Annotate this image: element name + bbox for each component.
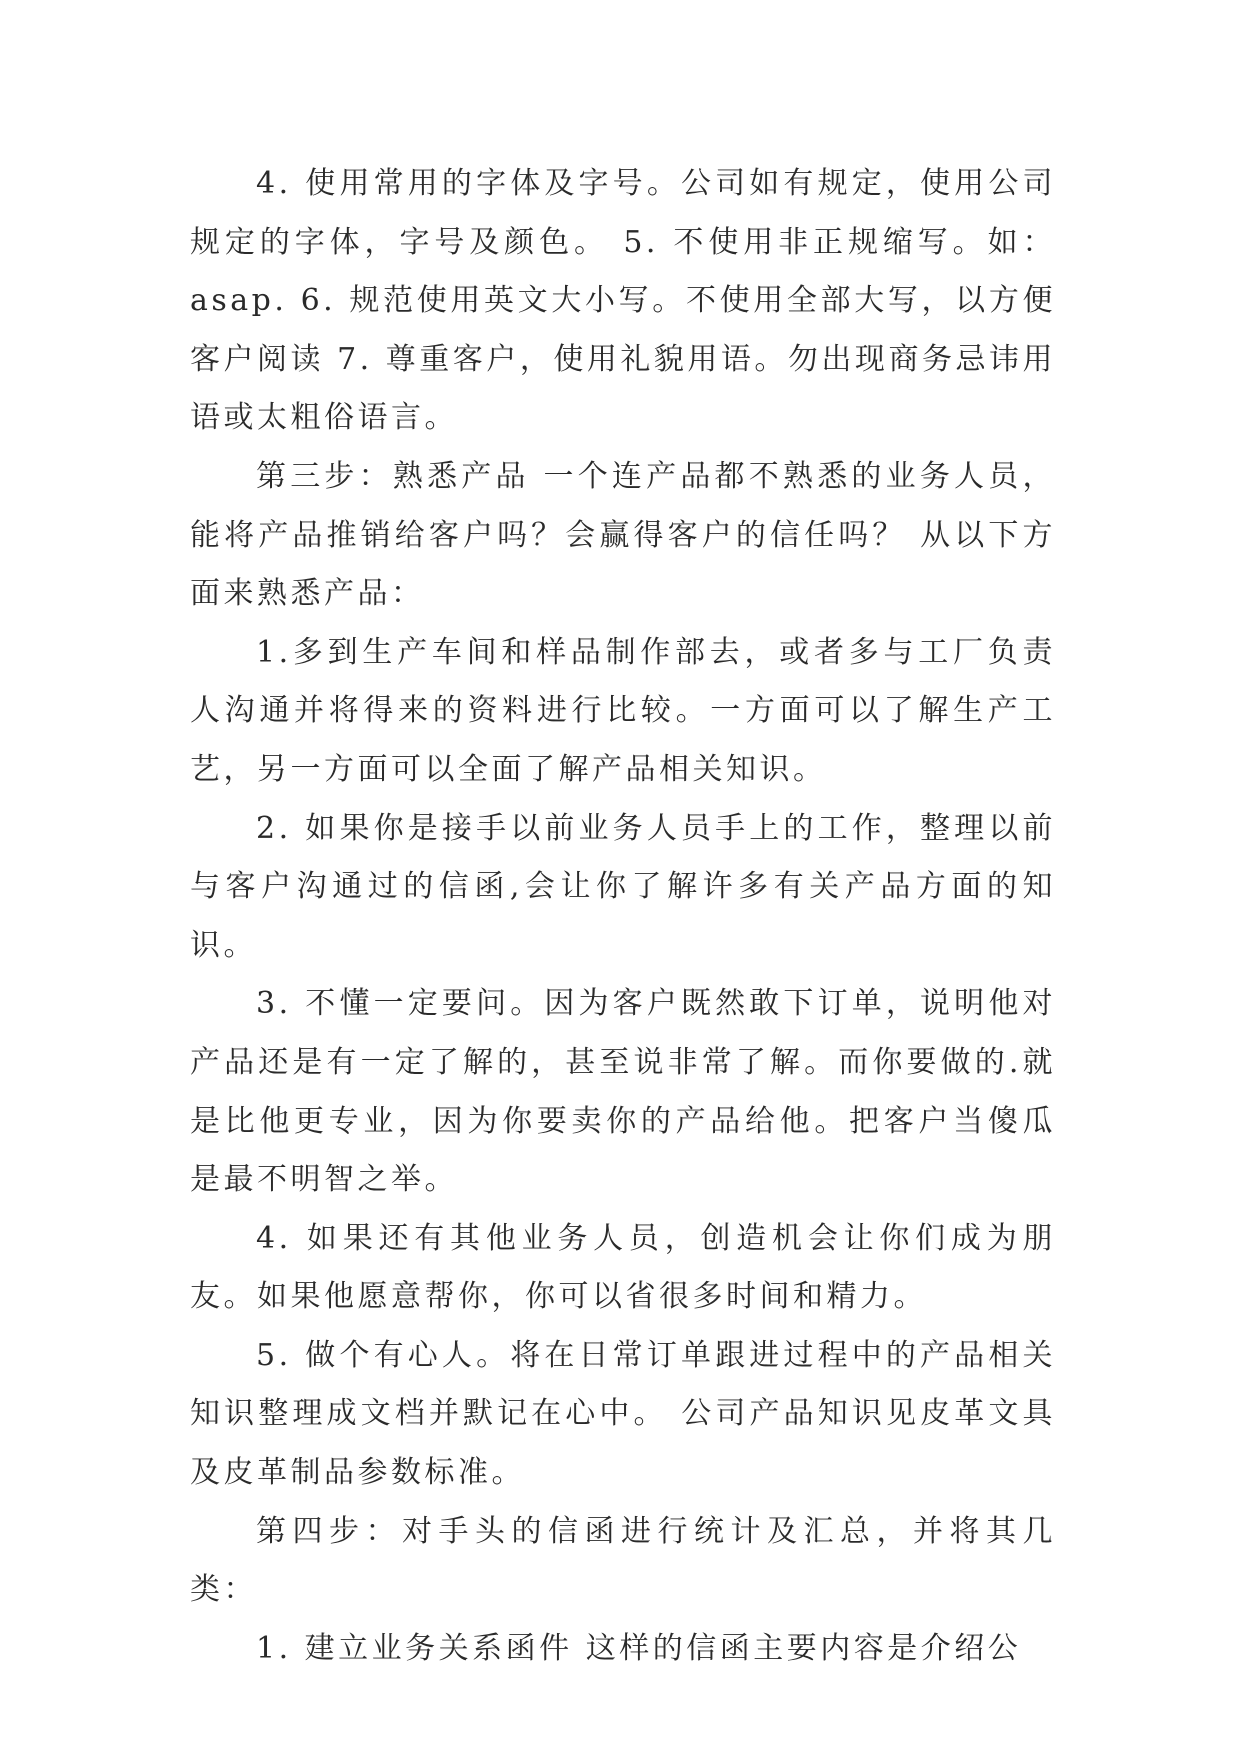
paragraph-product-item-1: 1.多到生产车间和样品制作部去，或者多与工厂负责人沟通并将得来的资料进行比较。一方面可以了解生产工艺，另一方面可以全面了解产品相关知识。 xyxy=(190,634,1056,787)
paragraph-letter-type-1: 1. 建立业务关系函件 这样的信函主要内容是介绍公 xyxy=(256,1630,1022,1666)
paragraph-product-item-3: 3. 不懂一定要问。因为客户既然敢下订单，说明他对产品还是有一定了解的，甚至说非常了解。而你要做的.就是比他更专业，因为你要卖你的产品给他。把客户当傻瓜是最不明智之举。 xyxy=(190,986,1056,1198)
paragraph-product-item-5: 5. 做个有心人。将在日常订单跟进过程中的产品相关知识整理成文档并默记在心中。 公司产品知识见皮革文具及皮革制品参数标准。 xyxy=(190,1337,1056,1491)
paragraph-product-item-2: 2. 如果你是接手以前业务人员手上的工作，整理以前与客户沟通过的信函,会让你了解许多有关产品方面的知识。 xyxy=(190,810,1056,963)
document-body xyxy=(190,155,1056,1678)
paragraph-step-four-heading: 第四步：对手头的信函进行统计及汇总，并将其几类： xyxy=(190,1513,1056,1608)
paragraph-product-item-4: 4. 如果还有其他业务人员，创造机会让你们成为朋友。如果他愿意帮你，你可以省很多时间和精力。 xyxy=(190,1220,1056,1315)
paragraph-email-formatting-rules: 4. 使用常用的字体及字号。公司如有规定，使用公司规定的字体，字号及颜色。 5. 不使用非正规缩写。如：asap. 6. 规范使用英文大小写。不使用全部大写，以方便客户阅读 7. 尊重客户，使用礼貌用语。勿出现商务忌讳用语或太粗俗语言。 xyxy=(190,166,1056,436)
paragraph-step-three-heading: 第三步：熟悉产品 一个连产品都不熟悉的业务人员，能将产品推销给客户吗？会赢得客户的信任吗？ 从以下方面来熟悉产品： xyxy=(190,458,1056,612)
